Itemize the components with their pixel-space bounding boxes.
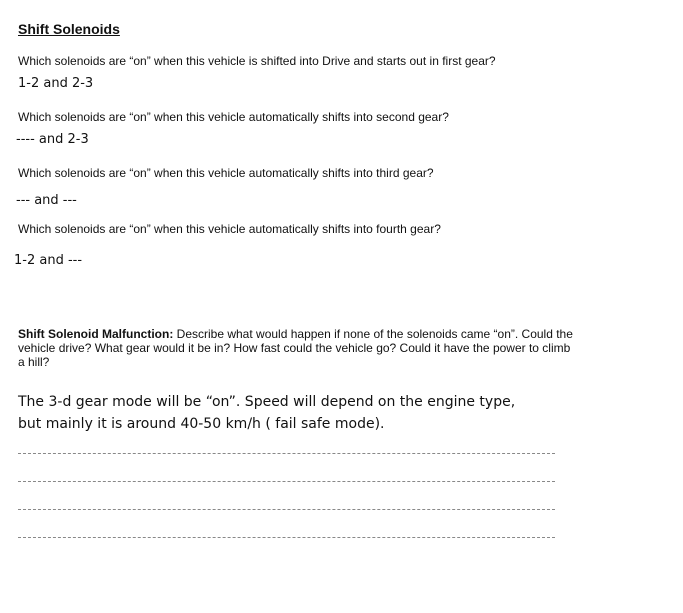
answer-line — [18, 537, 555, 538]
answer-2: ---- and 2-3 — [16, 132, 89, 147]
question-2: Which solenoids are “on” when this vehicle automatically shifts into second gear? — [18, 110, 449, 124]
answer-line — [18, 509, 555, 510]
answer-3: --- and --- — [16, 193, 77, 208]
answer-line — [18, 453, 555, 454]
answer-line — [18, 481, 555, 482]
question-4: Which solenoids are “on” when this vehicle automatically shifts into fourth gear? — [18, 222, 441, 236]
question-3: Which solenoids are “on” when this vehicle automatically shifts into third gear? — [18, 166, 434, 180]
response-text — [18, 391, 578, 435]
question-1: Which solenoids are “on” when this vehicle is shifted into Drive and starts out in first gear? — [18, 54, 496, 68]
malfunction-prompt — [18, 327, 578, 369]
answer-4: 1-2 and --- — [14, 253, 83, 268]
answer-1: 1-2 and 2-3 — [18, 76, 94, 91]
malfunction-text: Describe what would happen if none of the solenoids came “on”. Could the vehicle drive? What gear would it be in? How fast could the vehicle go? Could it have the power to climb a hill? — [18, 327, 573, 369]
page-title: Shift Solenoids — [18, 21, 120, 37]
malfunction-label: Shift Solenoid Malfunction: — [18, 327, 174, 341]
response-line-1: The 3-d gear mode will be “on”. Speed will depend on the engine type, — [18, 394, 516, 410]
response-line-2: but mainly it is around 40-50 km/h ( fail safe mode). — [18, 416, 385, 432]
